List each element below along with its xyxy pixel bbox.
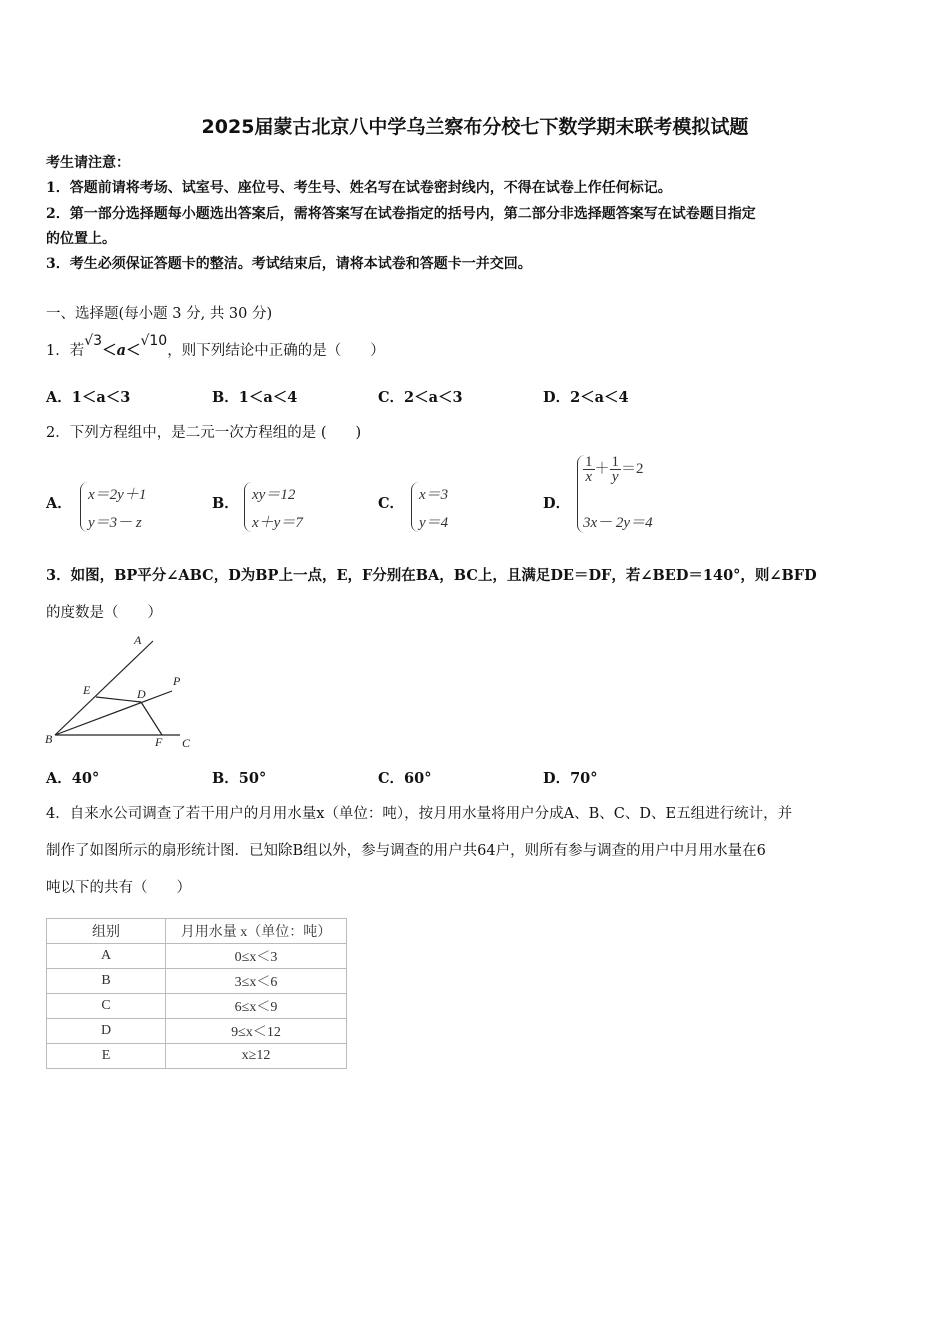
table-row: [47, 1019, 347, 1044]
brace: [80, 482, 88, 532]
label-e: E: [83, 683, 91, 697]
label-a: A: [134, 633, 142, 647]
q2-a-eq2: y＝3－ z: [88, 515, 142, 531]
segment-ed: [96, 697, 141, 702]
table-cell: 0≤x＜3: [166, 944, 347, 969]
q3-option-b[interactable]: B．50°: [212, 770, 267, 787]
q3-option-d[interactable]: D．70°: [543, 770, 598, 787]
label-b: B: [45, 732, 53, 746]
q3-option-a[interactable]: A．40°: [46, 770, 100, 787]
angle-figure: [40, 628, 210, 753]
label-f: F: [155, 735, 163, 749]
notice-line-2a: 2．第一部分选择题每小题选出答案后，需将答案写在试卷指定的括号内，第二部分非选择题答案写在试卷题目指定: [46, 206, 756, 222]
table-row: [47, 944, 347, 969]
ray-bp: [55, 691, 172, 735]
brace: [244, 482, 252, 532]
notice-line-3: 3．考生必须保证答题卡的整洁。考试结束后，请将本试卷和答题卡一并交回。: [46, 256, 532, 272]
label-p: P: [173, 674, 181, 688]
table-row: [47, 969, 347, 994]
var-a: a: [116, 342, 126, 359]
page-title: 2025届蒙古北京八中学乌兰察布分校七下数学期末联考模拟试题: [201, 116, 749, 138]
question-1-tail: ，则下列结论中正确的是（ ）: [167, 343, 385, 359]
q2-option-d-label[interactable]: D．: [543, 495, 571, 512]
question-1-stem: [46, 333, 385, 360]
table-header: 组别: [47, 919, 166, 944]
question-4-stem-a: 4．自来水公司调查了若干用户的月用水量x（单位：吨），按月用水量将用户分成A、B、C、D、E五组进行统计，并: [46, 806, 793, 822]
q2-b-eq2: x＋y＝7: [252, 515, 303, 531]
table-cell: x≥12: [166, 1044, 347, 1069]
label-d: D: [137, 687, 146, 701]
q2-option-b-label[interactable]: B．: [212, 495, 239, 512]
notice-line-2b: 的位置上。: [46, 231, 116, 247]
table-cell: 6≤x＜9: [166, 994, 347, 1019]
table-cell: C: [47, 994, 166, 1019]
q2-a-eq1: x＝2y＋1: [88, 487, 147, 503]
lt-sign: ＜: [102, 342, 117, 359]
q1-option-c[interactable]: C．2＜a＜3: [378, 389, 463, 406]
table-header: 月用水量 x（单位：吨）: [166, 919, 347, 944]
lt-sign: ＜: [125, 342, 141, 359]
question-3-stem-b: 的度数是（ ）: [46, 605, 162, 621]
q2-option-a-label[interactable]: A．: [46, 495, 72, 512]
q1-option-d[interactable]: D．2＜a＜4: [543, 389, 629, 406]
table-cell: B: [47, 969, 166, 994]
q1-option-b[interactable]: B．1＜a＜4: [212, 389, 298, 406]
table-cell: D: [47, 1019, 166, 1044]
section-heading: 一、选择题(每小题 3 分, 共 30 分): [46, 306, 273, 322]
q2-d-eq1: $\frac{1}{x}$ ＋ $\frac{1}{y}$ ＝2: [585, 454, 644, 485]
table-header-row: [47, 919, 347, 944]
question-4-stem-c: 吨以下的共有（ ）: [46, 880, 191, 896]
notice-line-1: 1．答题前请将考场、试室号、座位号、考生号、姓名写在试卷密封线内，不得在试卷上作任何标记。: [46, 180, 672, 196]
sqrt-3: √3: [84, 333, 103, 349]
q2-c-eq2: y＝4: [419, 515, 449, 531]
segment-df: [141, 702, 162, 735]
question-1-number: 1．若: [46, 343, 85, 359]
question-2-stem: 2．下列方程组中，是二元一次方程组的是 ( ): [46, 425, 362, 441]
question-3-stem-a: 3．如图，BP平分∠ABC，D为BP上一点，E，F分别在BA，BC上，且满足DE＝DF，若∠BED＝140°，则∠BFD: [46, 567, 817, 584]
brace: [411, 482, 419, 532]
q1-option-a[interactable]: A．1＜a＜3: [46, 389, 131, 406]
table-cell: 3≤x＜6: [166, 969, 347, 994]
table-cell: A: [47, 944, 166, 969]
notice-heading: 考生请注意：: [46, 155, 130, 171]
q2-b-eq1: xy＝12: [252, 487, 296, 503]
q3-option-c[interactable]: C．60°: [378, 770, 432, 787]
label-c: C: [182, 736, 191, 750]
question-4-stem-b: 制作了如图所示的扇形统计图．已知除B组以外，参与调查的用户共64户，则所有参与调查的用户中月用水量在6: [46, 843, 766, 859]
sqrt-10: √10: [140, 333, 168, 349]
q2-d-eq2: 3x－ 2y＝4: [583, 515, 653, 531]
water-usage-table: [46, 918, 347, 1069]
table-row: [47, 994, 347, 1019]
q2-c-eq1: x＝3: [419, 487, 449, 503]
table-cell: E: [47, 1044, 166, 1069]
table-row: [47, 1044, 347, 1069]
table-cell: 9≤x＜12: [166, 1019, 347, 1044]
q2-option-c-label[interactable]: C．: [378, 495, 405, 512]
